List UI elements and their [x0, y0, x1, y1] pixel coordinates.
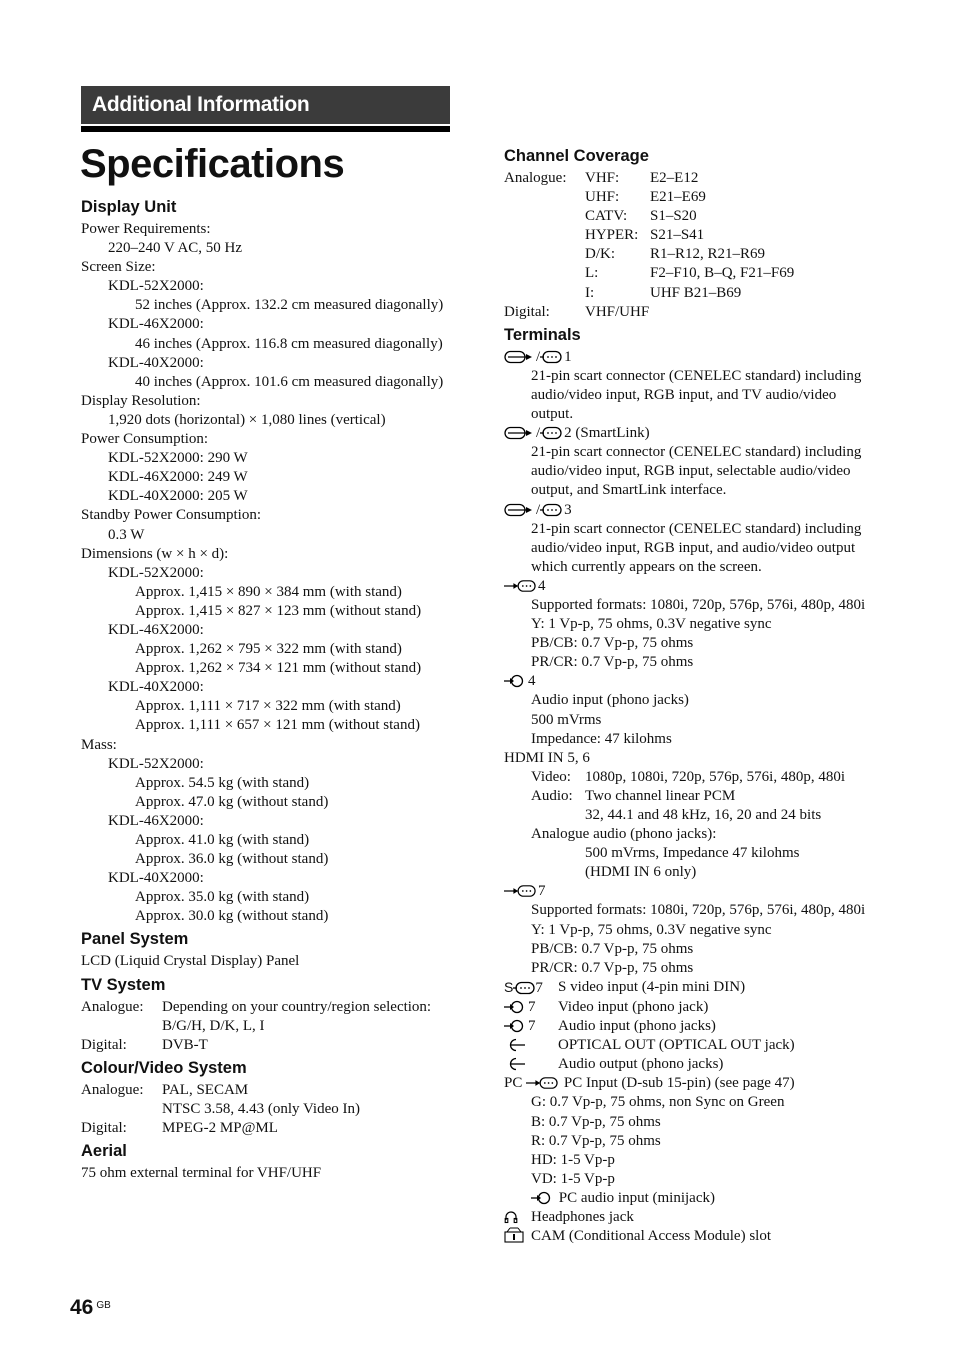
component-input-icon: [504, 884, 536, 898]
audio-output-icon: [504, 1057, 526, 1071]
heading-terminals: Terminals: [504, 325, 581, 344]
power-cons-label: Power Consumption:: [81, 431, 209, 448]
terminal-desc: R: 0.7 Vp-p, 75 ohms: [531, 1132, 661, 1149]
pc-prefix: PC: [504, 1075, 523, 1092]
aerial-value: 75 ohm external terminal for VHF/UHF: [81, 1165, 322, 1182]
terminal-desc: HD: 1-5 Vp-p: [531, 1151, 615, 1168]
audio-7-terminal: [504, 1017, 884, 1036]
screen-value: 46 inches (Approx. 116.8 cm measured diagonally): [135, 335, 443, 352]
cv-digital-value: MPEG-2 MP@ML: [162, 1120, 278, 1137]
terminal-desc: S video input (4-pin mini DIN): [558, 978, 746, 995]
terminal-desc: PB/CB: 0.7 Vp-p, 75 ohms: [531, 940, 694, 957]
terminal-desc: VD: 1-5 Vp-p: [531, 1170, 615, 1187]
band-range: S21–S41: [650, 227, 705, 244]
band-label: I:: [585, 284, 595, 301]
screen-model: KDL-40X2000:: [108, 354, 204, 371]
scart-1-terminal: / 1: [504, 348, 884, 367]
terminal-number: 1: [564, 348, 572, 365]
tv-digital-label: Digital:: [81, 1036, 127, 1053]
terminal-desc: CAM (Conditional Access Module) slot: [531, 1228, 771, 1245]
dimensions-without: Approx. 1,111 × 657 × 121 mm (without stand): [135, 717, 420, 734]
terminal-desc: 500 mVrms: [531, 711, 602, 728]
dimensions-model: KDL-40X2000:: [108, 679, 204, 696]
dimensions-without: Approx. 1,262 × 734 × 121 mm (without stand): [135, 660, 422, 677]
dimensions-model: KDL-52X2000:: [108, 564, 204, 581]
dimensions-with: Approx. 1,111 × 717 × 322 mm (with stand): [135, 698, 401, 715]
cc-digital-label: Digital:: [504, 303, 550, 320]
terminal-desc: Supported formats: 1080i, 720p, 576p, 576i, 480p, 480i: [531, 596, 866, 613]
multi-output-icon: [540, 503, 562, 517]
mass-with: Approx. 35.0 kg (with stand): [135, 889, 310, 906]
mass-model: KDL-46X2000:: [108, 812, 204, 829]
page-number: [70, 1296, 111, 1320]
hdmi-analogue-value: 500 mVrms, Impedance 47 kilohms: [585, 845, 800, 862]
band-label: UHF:: [585, 189, 620, 206]
screen-model: KDL-52X2000:: [108, 278, 204, 295]
dimensions-without: Approx. 1,415 × 827 × 123 mm (without stand): [135, 602, 422, 619]
component-input-icon: [504, 579, 536, 593]
mass-model: KDL-52X2000:: [108, 755, 204, 772]
band-label: D/K:: [585, 246, 615, 263]
section-label: Additional Information: [81, 86, 450, 124]
hdmi-label: HDMI IN 5, 6: [504, 749, 590, 766]
terminal-desc: 21-pin scart connector (CENELEC standard) including: [531, 444, 862, 461]
multi-output-icon: [540, 426, 562, 440]
terminal-desc: output, and SmartLink interface.: [531, 482, 727, 499]
terminal-desc: PB/CB: 0.7 Vp-p, 75 ohms: [531, 635, 694, 652]
heading-display-unit: Display Unit: [81, 198, 177, 216]
heading-channel-coverage: Channel Coverage: [504, 147, 649, 165]
band-range: E2–E12: [650, 170, 699, 186]
band-range: E21–E69: [650, 189, 706, 206]
dimensions-label: Dimensions (w × h × d):: [81, 545, 229, 562]
mass-model: KDL-40X2000:: [108, 870, 204, 887]
terminal-number: 4: [538, 577, 546, 594]
cam-slot-icon: [504, 1227, 524, 1243]
cv-analogue-label: Analogue:: [81, 1081, 144, 1098]
pc-audio-terminal: [504, 1189, 884, 1208]
standby-label: Standby Power Consumption:: [81, 507, 262, 524]
terminal-desc: PR/CR: 0.7 Vp-p, 75 ohms: [531, 959, 694, 976]
tv-digital-value: DVB-T: [162, 1036, 208, 1053]
screen-value: 40 inches (Approx. 101.6 cm measured diagonally): [135, 373, 444, 390]
terminal-number: 7: [538, 883, 546, 900]
component-4-terminal: [504, 577, 884, 596]
terminal-desc: Y: 1 Vp-p, 75 ohms, 0.3V negative sync: [531, 921, 772, 938]
terminal-desc: Video input (phono jack): [558, 998, 709, 1015]
scart-2-terminal: / 2 (SmartLink): [504, 424, 884, 443]
hdmi-video-value: 1080p, 1080i, 720p, 576p, 576i, 480p, 480i: [585, 768, 846, 785]
cv-analogue-value: PAL, SECAM: [162, 1081, 249, 1098]
video-7-terminal: [504, 998, 884, 1017]
terminal-desc: Audio input (phono jacks): [558, 1018, 716, 1035]
terminal-desc: Headphones jack: [531, 1208, 634, 1225]
cv-digital-label: Digital:: [81, 1120, 127, 1137]
hdmi-audio-value: Two channel linear PCM: [585, 787, 736, 804]
pc-terminal: [504, 1074, 884, 1093]
cv-analogue-value: NTSC 3.58, 4.43 (only Video In): [162, 1100, 360, 1117]
standby-value: 0.3 W: [108, 526, 145, 543]
terminal-desc: audio/video input, RGB input, selectable audio/video: [531, 463, 851, 480]
resolution-value: 1,920 dots (horizontal) × 1,080 lines (vertical): [108, 411, 386, 428]
power-cons-value: KDL-52X2000: 290 W: [108, 450, 248, 467]
headphones-terminal: [504, 1208, 884, 1227]
terminal-number: 3: [564, 501, 572, 518]
svideo-input-icon: [513, 981, 535, 995]
mass-label: Mass:: [81, 736, 117, 753]
headphones-icon: [504, 1210, 518, 1224]
hdmi-audio-label: Audio:: [531, 787, 573, 804]
right-column: [504, 145, 884, 1246]
tv-analogue-value: B/G/H, D/K, L, I: [162, 1017, 265, 1034]
audio-input-icon: [504, 1019, 526, 1033]
terminal-number: 4: [528, 673, 536, 690]
hdmi-video-label: Video:: [531, 768, 571, 785]
band-range: UHF B21–B69: [650, 284, 742, 301]
screen-size-label: Screen Size:: [81, 259, 156, 276]
cc-analogue-label: Analogue:: [504, 170, 567, 186]
audio-input-icon: [531, 1191, 553, 1205]
dimensions-model: KDL-46X2000:: [108, 621, 204, 638]
terminal-desc: PR/CR: 0.7 Vp-p, 75 ohms: [531, 654, 694, 671]
band-label: HYPER:: [585, 227, 639, 244]
mass-without: Approx. 36.0 kg (without stand): [135, 851, 329, 868]
power-req-label: Power Requirements:: [81, 221, 211, 237]
terminal-desc: Supported formats: 1080i, 720p, 576p, 576i, 480p, 480i: [531, 902, 866, 919]
terminal-number: 7: [528, 998, 536, 1015]
page-number-value: 46: [70, 1296, 94, 1319]
banner-rule: [81, 126, 450, 132]
svideo-terminal: [504, 978, 884, 998]
band-range: F2–F10, B–Q, F21–F69: [650, 265, 795, 282]
terminal-desc: Y: 1 Vp-p, 75 ohms, 0.3V negative sync: [531, 616, 772, 633]
terminal-desc: Audio input (phono jacks): [531, 692, 689, 709]
panel-value: LCD (Liquid Crystal Display) Panel: [81, 953, 300, 970]
svideo-prefix: S: [504, 978, 514, 995]
left-column: [81, 196, 461, 1183]
terminal-desc: 21-pin scart connector (CENELEC standard) including: [531, 520, 862, 537]
video-input-icon: [504, 1000, 526, 1014]
mass-without: Approx. 47.0 kg (without stand): [135, 793, 329, 810]
terminal-number: 7: [528, 1018, 536, 1035]
hdmi-analogue-label: Analogue audio (phono jacks):: [531, 826, 717, 843]
terminal-desc: audio/video input, RGB input, and audio/video output: [531, 539, 856, 556]
power-cons-value: KDL-40X2000: 205 W: [108, 488, 248, 505]
scart-3-terminal: / 3: [504, 501, 884, 520]
cam-slot-terminal: [504, 1227, 884, 1246]
terminal-desc: PC audio input (minijack): [558, 1189, 715, 1206]
av-inout-icon: [504, 503, 534, 517]
terminal-number: 7: [535, 979, 543, 996]
power-cons-value: KDL-46X2000: 249 W: [108, 469, 248, 486]
terminal-desc: Audio output (phono jacks): [558, 1056, 724, 1073]
terminal-desc: output.: [531, 406, 574, 423]
cc-digital-value: VHF/UHF: [585, 303, 650, 320]
av-inout-icon: [504, 350, 534, 364]
tv-analogue-value: Depending on your country/region selection:: [162, 998, 432, 1015]
terminal-desc: OPTICAL OUT (OPTICAL OUT jack): [558, 1037, 795, 1054]
band-range: S1–S20: [650, 208, 697, 225]
audio-4-terminal: [504, 672, 884, 691]
terminal-desc: Impedance: 47 kilohms: [531, 730, 672, 747]
terminal-desc: 21-pin scart connector (CENELEC standard) including: [531, 367, 862, 384]
terminal-desc: G: 0.7 Vp-p, 75 ohms, non Sync on Green: [531, 1094, 785, 1111]
band-label: L:: [585, 265, 599, 282]
terminal-desc: which currently appears on the screen.: [531, 558, 762, 575]
optical-output-icon: [504, 1038, 526, 1052]
band-label: CATV:: [585, 208, 628, 225]
dimensions-with: Approx. 1,415 × 890 × 384 mm (with stand): [135, 583, 402, 600]
band-range: R1–R12, R21–R69: [650, 246, 766, 263]
audio-input-icon: [504, 674, 526, 688]
power-req-value: 220–240 V AC, 50 Hz: [108, 240, 243, 257]
terminal-desc: B: 0.7 Vp-p, 75 ohms: [531, 1113, 661, 1130]
audio-out-terminal: [504, 1055, 884, 1074]
terminal-number: 2 (SmartLink): [564, 425, 650, 442]
terminal-desc: PC Input (D-sub 15-pin) (see page 47): [563, 1075, 795, 1092]
mass-without: Approx. 30.0 kg (without stand): [135, 908, 329, 925]
page-number-suffix: GB: [96, 1300, 111, 1311]
heading-aerial: Aerial: [81, 1142, 127, 1161]
component-7-terminal: [504, 882, 884, 901]
screen-value: 52 inches (Approx. 132.2 cm measured diagonally): [135, 297, 444, 314]
screen-model: KDL-46X2000:: [108, 316, 204, 333]
terminal-desc: audio/video input, RGB input, and TV audio/video: [531, 386, 837, 403]
heading-tv-system: TV System: [81, 975, 166, 994]
resolution-label: Display Resolution:: [81, 392, 201, 409]
page-title: Specifications: [80, 142, 345, 186]
section-banner: [81, 86, 450, 132]
av-inout-icon: [504, 426, 534, 440]
hdmi-analogue-value: (HDMI IN 6 only): [585, 864, 697, 881]
heading-panel-system: Panel System: [81, 930, 189, 949]
heading-colour-video: Colour/Video System: [81, 1058, 247, 1077]
mass-with: Approx. 54.5 kg (with stand): [135, 774, 310, 791]
optical-out-terminal: [504, 1036, 884, 1055]
tv-analogue-label: Analogue:: [81, 998, 144, 1015]
pc-input-icon: [526, 1076, 558, 1090]
hdmi-audio-value: 32, 44.1 and 48 kHz, 16, 20 and 24 bits: [585, 807, 822, 823]
dimensions-with: Approx. 1,262 × 795 × 322 mm (with stand): [135, 641, 402, 658]
mass-with: Approx. 41.0 kg (with stand): [135, 832, 310, 848]
multi-output-icon: [540, 350, 562, 364]
band-label: VHF:: [585, 170, 620, 186]
